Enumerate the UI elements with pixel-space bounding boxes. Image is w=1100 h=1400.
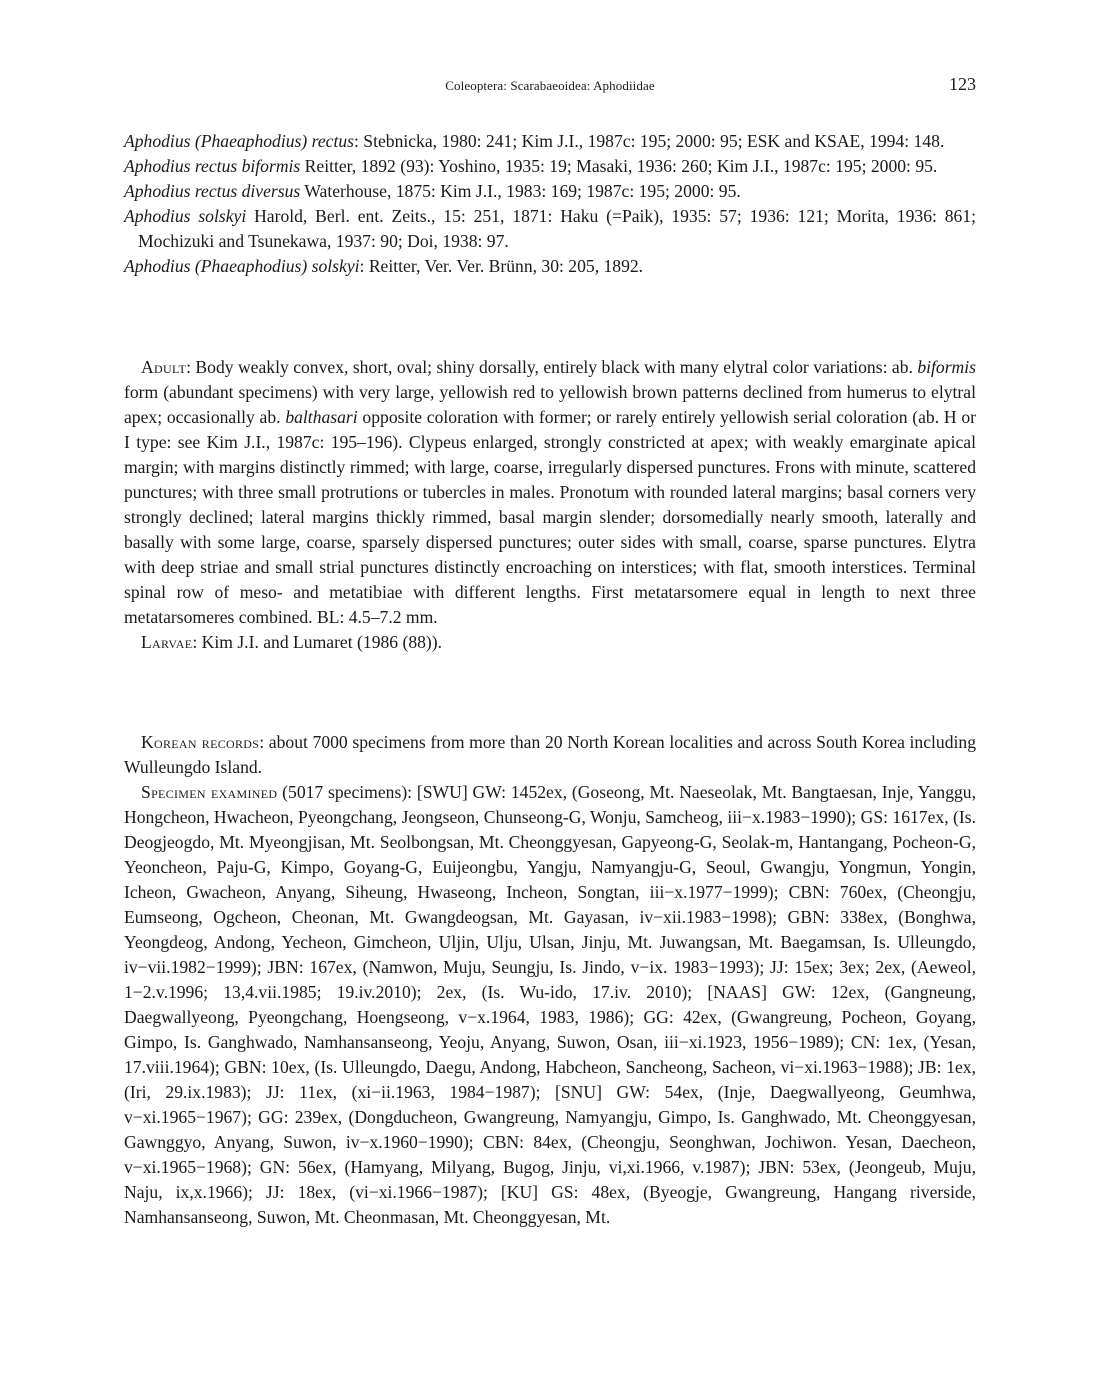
records-section [124, 730, 976, 1230]
larvae-label: Larvae [141, 632, 193, 652]
synonymy-entry [124, 254, 976, 279]
adult-text: opposite coloration with former; or rarely entirely yellowish serial coloration (ab. H or I type: see Kim J.I., 1987c: 195–196). Clypeus enlarged, strongly constricted at apex; with weakly emarginate apical margin; with margins distinctly rimmed; with large, coarse, irregularly dispersed punctures. Frons with minute, scattered punctures; with three small protrutions or tubercles in males. Pronotum with rounded lateral margins; basal corners very strongly declined; lateral margins thickly rimmed, basal margin slender; dorsomedially nearly smooth, laterally and basally with some large, coarse, sparsely dispersed punctures; outer sides with small, coarse, sparse punctures. Elytra with deep striae and small strial punctures distinctly encroaching on interstices; with flat, smooth interstices. Terminal spinal row of meso- and metatibiae with different lengths. First metatarsomere equal in length to next three metatarsomeres combined. BL: 4.5–7.2 mm. [124, 407, 976, 627]
korean-records-label: Korean records [141, 732, 260, 752]
synonymy-entry [124, 129, 976, 154]
taxon-name: Aphodius (Phaeaphodius) solskyi [124, 256, 360, 276]
larvae-text: : Kim J.I. and Lumaret (1986 (88)). [192, 632, 443, 652]
document-page [124, 0, 976, 1400]
page-number: 123 [949, 74, 976, 94]
adult-section [124, 355, 976, 655]
specimen-examined-text: (5017 specimens): [SWU] GW: 1452ex, (Goseong, Mt. Naeseolak, Mt. Bangtaesan, Inje, Yanggu, Hongcheon, Hwacheon, Pyeongchang, Jeongseon, Chunseong-G, Wonju, Samcheog, iii−x.1983−1990); GS: 1617ex, (Is. Deogjeogdo, Mt. Myeongjisan, Mt. Seolbongsan, Mt. Cheonggyesan, Gapyeong-G, Seolak-m, Hantangang, Pocheon-G, Yeoncheon, Paju-G, Kimpo, Goyang-G, Euijeongbu, Yangju, Namyangju-G, Seoul, Gwangju, Yongmun, Yongin, Icheon, Gwacheon, Anyang, Siheung, Hwaseong, Incheon, Songtan, iii−x.1977−1999); CBN: 760ex, (Cheongju, Eumseong, Ogcheon, Cheonan, Mt. Gwangdeogsan, Mt. Gayasan, iv−xii.1983−1998); GBN: 338ex, (Bonghwa, Yeongdeog, Andong, Yecheon, Gimcheon, Uljin, Ulju, Ulsan, Jinju, Mt. Juwangsan, Mt. Baegamsan, Is. Ulleungdo, iv−vii.1982−1999); JBN: 167ex, (Namwon, Muju, Seungju, Is. Jindo, v−ix. 1983−1993); JJ: 15ex; 3ex; 2ex, (Aeweol, 1−2.v.1996; 13,4.vii.1985; 19.iv.2010); 2ex, (Is. Wu-ido, 17.iv. 2010); [NAAS] GW: 12ex, (Gangneung, Daegwallyeong, Pyeongchang, Hoengseong, v−x.1964, 1983, 1986); GG: 42ex, (Gwangreung, Pocheon, Goyang, Gimpo, Is. Ganghwado, Namhansanseong, Yeoju, Anyang, Suwon, Osan, iii−xi.1923, 1956−1989); CN: 1ex, (Yesan, 17.viii.1964); GBN: 10ex, (Is. Ulleungdo, Daegu, Andong, Habcheon, Sancheong, Sacheon, vi−xi.1963−1988); JB: 1ex, (Iri, 29.ix.1983); JJ: 11ex, (xi−ii.1963, 1984−1987); [SNU] GW: 54ex, (Inje, Daegwallyeong, Geumhwa, v−xi.1965−1967); GG: 239ex, (Dongducheon, Gwangreung, Namyangju, Gimpo, Is. Ganghwado, Mt. Cheonggyesan, Gawnggyo, Anyang, Suwon, iv−x.1960−1990); CBN: 84ex, (Cheongju, Seonghwan, Jochiwon. Yesan, Daecheon, v−xi.1965−1968); GN: 56ex, (Hamyang, Milyang, Bugog, Jinju, vi,xi.1966, v.1987); JBN: 53ex, (Jeongeub, Muju, Naju, ix,x.1966); JJ: 18ex, (vi−xi.1966−1987); [KU] GS: 48ex, (Byeogje, Gwangreung, Hangang riverside, Namhansanseong, Suwon, Mt. Cheonmasan, Mt. Cheonggyesan, Mt. [124, 782, 976, 1227]
form-name: biformis [917, 357, 976, 377]
specimen-examined-paragraph [124, 780, 976, 1230]
taxon-name: Aphodius (Phaeaphodius) rectus [124, 131, 354, 151]
larvae-paragraph [124, 630, 976, 655]
adult-text: form (abundant specimens) with very large, yellowish red to yellowish brown patterns declined from humerus to elytral apex; occasionally ab. [124, 382, 976, 427]
synonymy-list [124, 129, 976, 279]
adult-text: : Body weakly convex, short, oval; shiny dorsally, entirely black with many elytral color variations: ab. [186, 357, 918, 377]
korean-records-text: : about 7000 specimens from more than 20 North Korean localities and across South Korea including Wulleungdo Island. [124, 732, 976, 777]
synonymy-entry [124, 154, 976, 179]
page-header [124, 74, 976, 98]
adult-label: Adult [141, 357, 187, 377]
citation-text: Harold, Berl. ent. Zeits., 15: 251, 1871: Haku (=Paik), 1935: 57; 1936: 121; Morita, 1936: 861; Mochizuki and Tsunekawa, 1937: 90; Doi, 1938: 97. [138, 206, 977, 251]
specimen-examined-label: Specimen examined [141, 782, 278, 802]
taxon-name: Aphodius rectus diversus [124, 181, 301, 201]
korean-records-paragraph [124, 730, 976, 780]
synonymy-entry [124, 204, 976, 254]
citation-text: : Reitter, Ver. Ver. Brünn, 30: 205, 1892. [359, 256, 644, 276]
adult-paragraph [124, 355, 976, 630]
running-head: Coleoptera: Scarabaeoidea: Aphodiidae [445, 78, 655, 93]
taxon-name: Aphodius rectus biformis [124, 156, 301, 176]
citation-text: Waterhouse, 1875: Kim J.I., 1983: 169; 1987c: 195; 2000: 95. [300, 181, 741, 201]
synonymy-entry [124, 179, 976, 204]
citation-text: Reitter, 1892 (93): Yoshino, 1935: 19; Masaki, 1936: 260; Kim J.I., 1987c: 195; 2000: 95. [300, 156, 938, 176]
form-name: balthasari [285, 407, 358, 427]
taxon-name: Aphodius solskyi [124, 206, 247, 226]
citation-text: : Stebnicka, 1980: 241; Kim J.I., 1987c: 195; 2000: 95; ESK and KSAE, 1994: 148. [354, 131, 945, 151]
